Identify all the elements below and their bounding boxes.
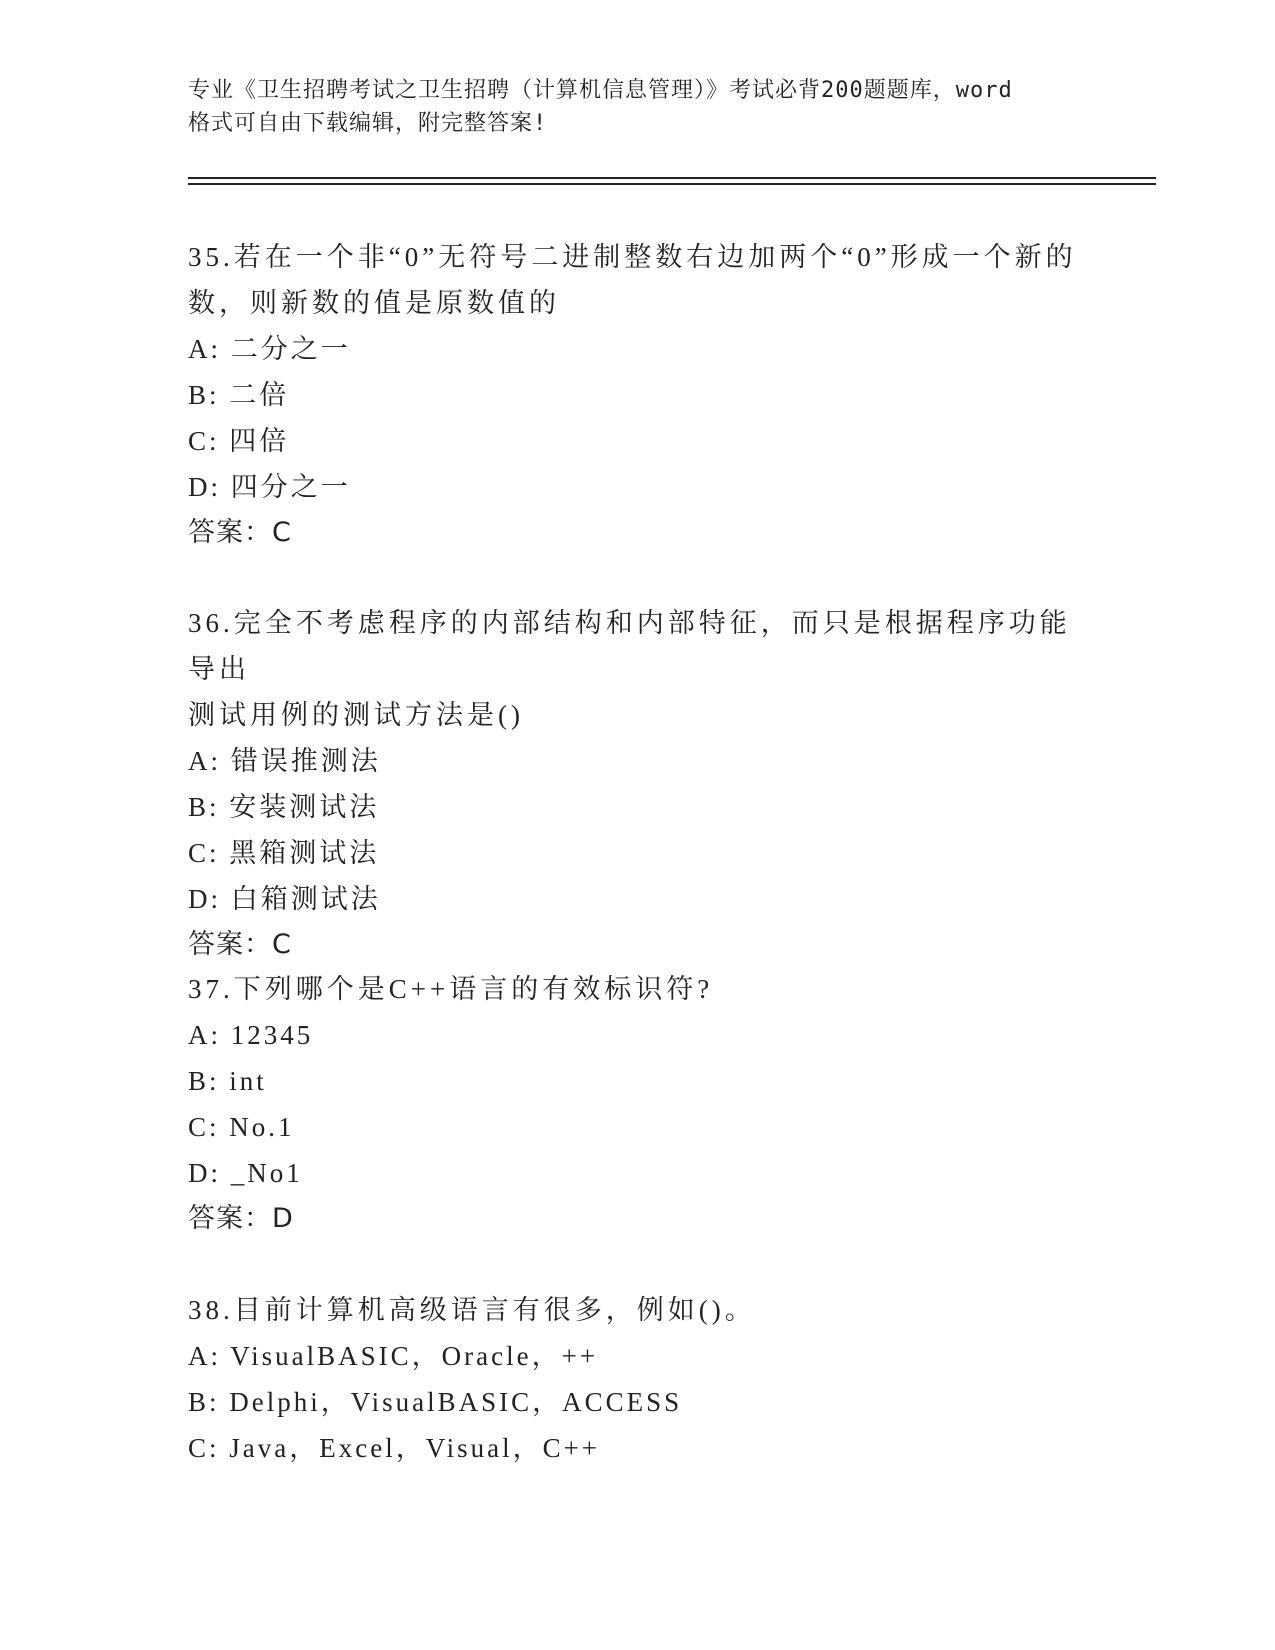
question-38 [188,1287,1088,1471]
header-line-1: 专业《卫生招聘考试之卫生招聘（计算机信息管理）》考试必背200题题库，word [188,78,1013,103]
document-header [188,74,1088,140]
header-divider-top [188,177,1156,179]
option-d: D: _No1 [188,1158,303,1188]
answer-label: 答案：C [188,929,292,960]
option-c: C: No.1 [188,1112,295,1142]
question-stem-line: 35.若在一个非“0”无符号二进制整数右边加两个“0”形成一个新的 [188,242,1077,272]
answer-label: 答案：D [188,1203,294,1234]
option-d: D: 白箱测试法 [188,884,381,914]
question-36 [188,600,1088,968]
option-a: A: VisualBASIC，Oracle，++ [188,1341,599,1371]
option-a: A: 二分之一 [188,334,351,364]
option-a: A: 12345 [188,1020,314,1050]
option-d: D: 四分之一 [188,472,351,502]
question-35 [188,234,1088,556]
question-37 [188,966,1088,1242]
option-a: A: 错误推测法 [188,746,381,776]
option-c: C: 四倍 [188,426,290,456]
header-divider-bottom [188,183,1156,185]
option-c: C: 黑箱测试法 [188,838,380,868]
question-stem-line: 36.完全不考虑程序的内部结构和内部特征，而只是根据程序功能导出 [188,608,1071,684]
option-b: B: Delphi，VisualBASIC，ACCESS [188,1387,683,1417]
question-stem-line: 数，则新数的值是原数值的 [188,288,560,318]
question-stem-line: 38.目前计算机高级语言有很多，例如()。 [188,1295,756,1325]
option-c: C: Java，Excel，Visual，C++ [188,1433,601,1463]
question-stem-line: 37.下列哪个是C++语言的有效标识符? [188,974,714,1004]
option-b: B: int [188,1066,267,1096]
answer-label: 答案：C [188,517,292,548]
header-line-2: 格式可自由下载编辑，附完整答案! [188,111,548,136]
option-b: B: 二倍 [188,380,290,410]
question-stem-line: 测试用例的测试方法是() [188,700,524,730]
option-b: B: 安装测试法 [188,792,380,822]
